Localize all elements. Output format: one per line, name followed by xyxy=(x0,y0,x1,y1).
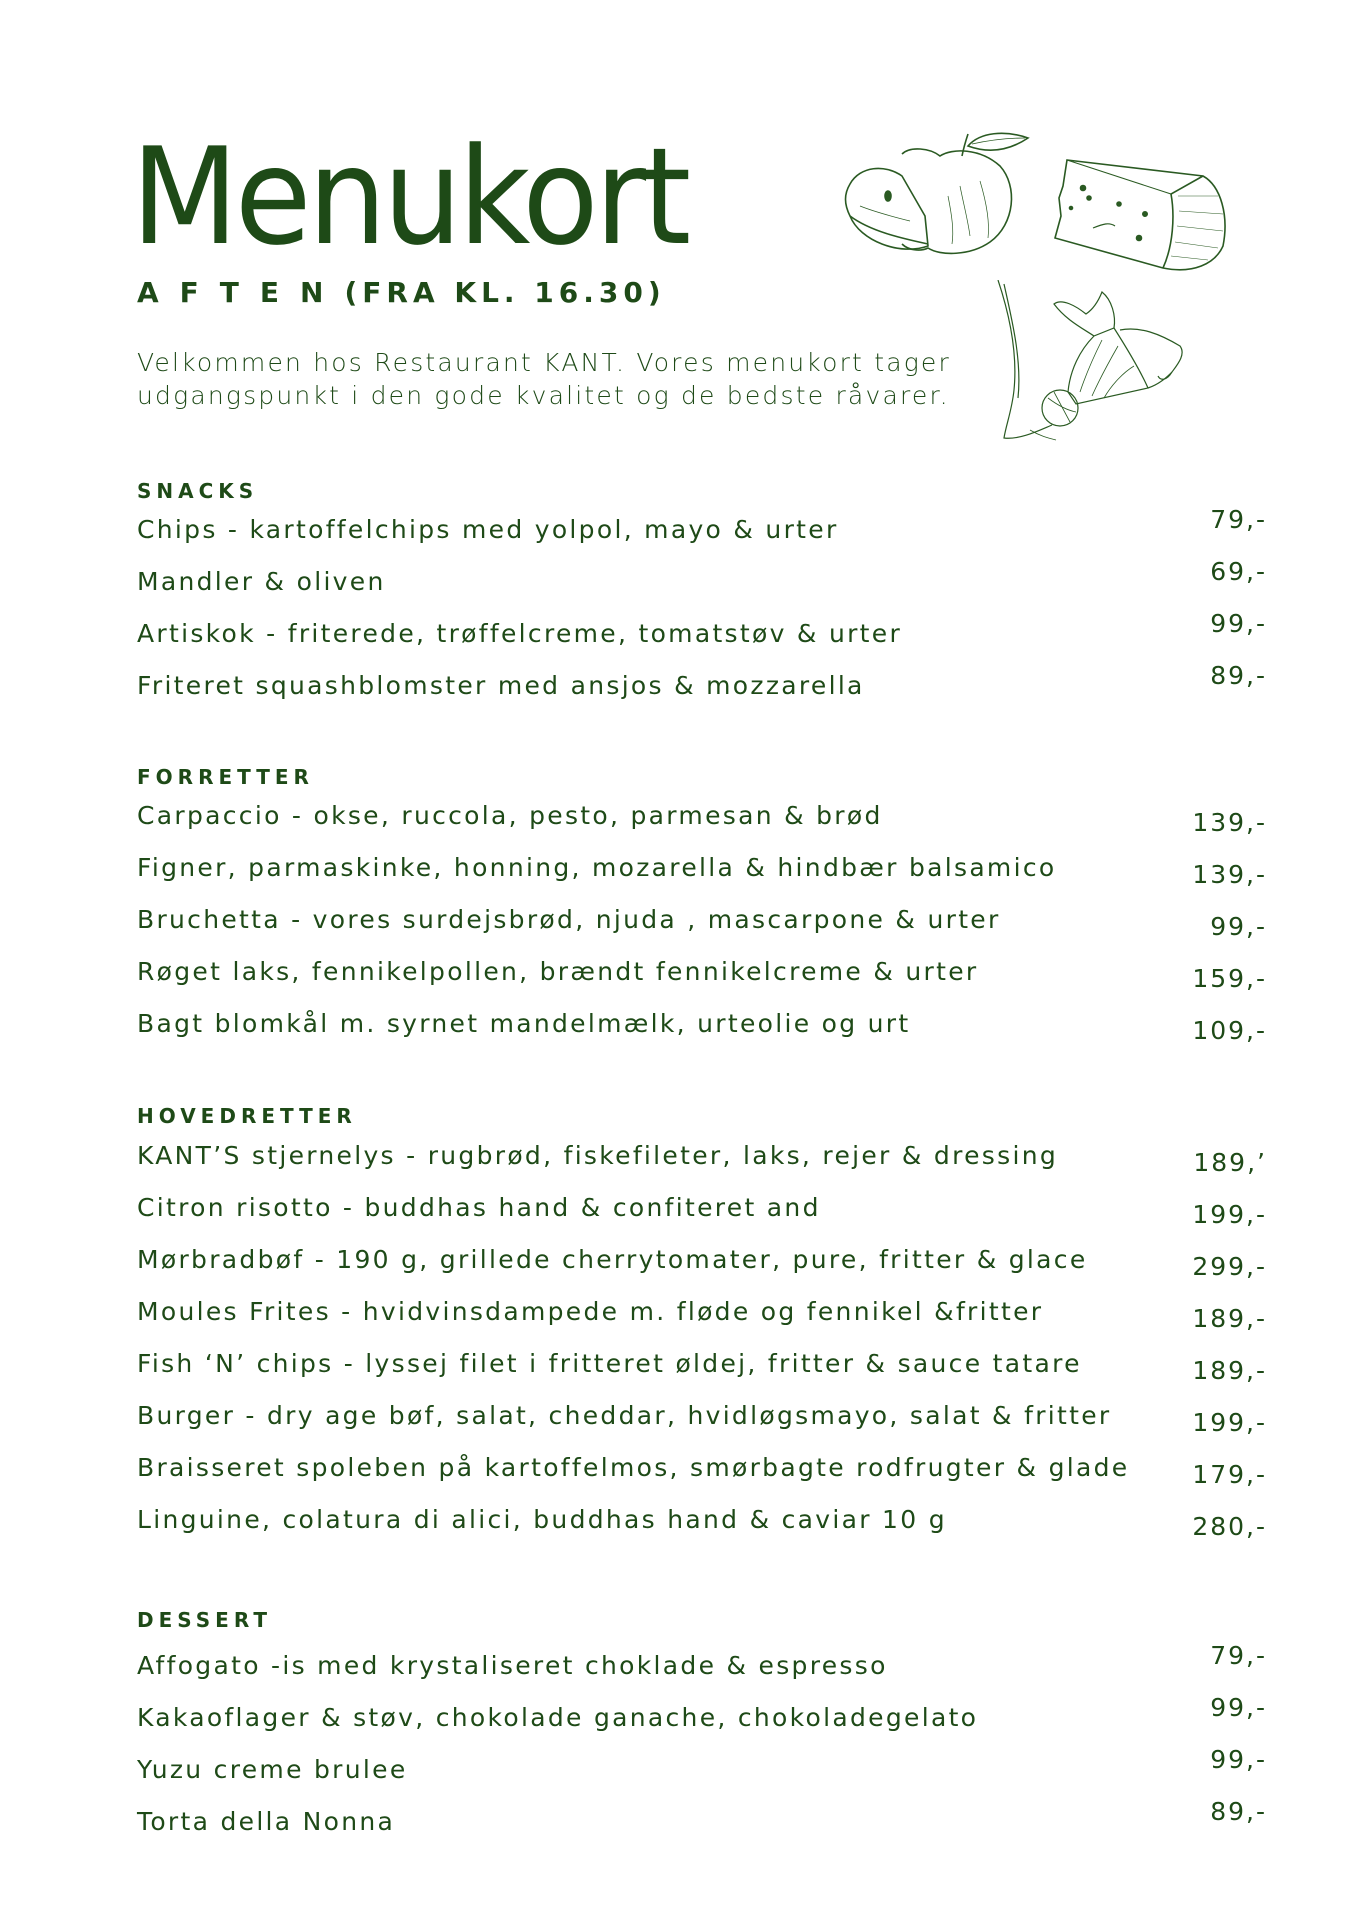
menu-item xyxy=(137,1745,1267,1794)
menu-item xyxy=(137,852,1267,892)
item-name: Bagt blomkål m. syrnet mandelmælk, urteolie og urt xyxy=(137,1009,911,1038)
item-name: Citron risotto - buddhas hand & confiteret and xyxy=(137,1193,821,1222)
item-name: Bruchetta - vores surdejsbrød, njuda , mascarpone & urter xyxy=(137,905,1001,934)
item-price: 139,- xyxy=(1192,860,1267,889)
item-name: Fish ‘N’ chips - lyssej filet i fritteret øldej, fritter & sauce tatare xyxy=(137,1349,1082,1378)
item-name: Kakaoflager & støv, chokolade ganache, chokoladegelato xyxy=(137,1703,979,1732)
item-price: 280,- xyxy=(1192,1512,1267,1541)
food-illustrations xyxy=(840,120,1250,450)
section-heading-snacks: SNACKS xyxy=(137,479,259,503)
item-name: Røget laks, fennikelpollen, brændt fennikelcreme & urter xyxy=(137,957,979,986)
item-name: Chips - kartoffelchips med yolpol, mayo & urter xyxy=(137,515,839,544)
item-price: 89,- xyxy=(1210,661,1267,690)
menu-item xyxy=(137,1641,1267,1690)
menu-item xyxy=(137,1192,1267,1232)
item-name: Linguine, colatura di alici, buddhas hand & caviar 10 g xyxy=(137,1505,947,1534)
item-price: 189,- xyxy=(1192,1356,1267,1385)
item-name: Mandler & oliven xyxy=(137,567,386,596)
menu-item xyxy=(137,1140,1267,1180)
menu-item xyxy=(137,609,1267,658)
item-price: 99,- xyxy=(1210,912,1267,941)
item-name: Mørbradbøf - 190 g, grillede cherrytomater, pure, fritter & glace xyxy=(137,1245,1088,1274)
squash-blossom-icon xyxy=(990,280,1200,450)
cheese-icon xyxy=(1053,156,1233,276)
apple-icon xyxy=(840,126,1045,256)
menu-item xyxy=(137,1693,1267,1742)
menu-item xyxy=(137,557,1267,606)
item-price: 199,- xyxy=(1192,1408,1267,1437)
item-price: 79,- xyxy=(1210,1641,1267,1670)
menu-item xyxy=(137,505,1267,554)
menu-item xyxy=(137,1400,1267,1440)
item-name: Yuzu creme brulee xyxy=(137,1755,408,1784)
item-price: 99,- xyxy=(1210,1693,1267,1722)
item-price: 109,- xyxy=(1192,1016,1267,1045)
section-heading-hovedretter: HOVEDRETTER xyxy=(137,1104,357,1128)
item-name: Burger - dry age bøf, salat, cheddar, hvidløgsmayo, salat & fritter xyxy=(137,1401,1112,1430)
item-name: Carpaccio - okse, ruccola, pesto, parmesan & brød xyxy=(137,801,883,830)
section-heading-dessert: DESSERT xyxy=(137,1608,272,1632)
page-title: Menukort xyxy=(131,119,688,275)
menu-item xyxy=(137,661,1267,710)
item-price: 189,’ xyxy=(1193,1148,1267,1177)
menu-item xyxy=(137,1504,1267,1544)
item-name: Torta della Nonna xyxy=(137,1807,396,1836)
subtitle-time: (FRA KL. 16.30) xyxy=(344,276,666,309)
item-name: Friteret squashblomster med ansjos & mozzarella xyxy=(137,671,865,700)
menu-item xyxy=(137,956,1267,996)
item-name: Moules Frites - hvidvinsdampede m. fløde og fennikel &fritter xyxy=(137,1297,1044,1326)
item-name: Figner, parmaskinke, honning, mozarella & hindbær balsamico xyxy=(137,853,1057,882)
menu-item xyxy=(137,1244,1267,1284)
item-price: 189,- xyxy=(1192,1304,1267,1333)
subtitle-aften: AFTEN xyxy=(137,276,345,309)
menu-item xyxy=(137,1797,1267,1846)
menu-subtitle xyxy=(137,276,666,309)
menu-item xyxy=(137,800,1267,840)
item-name: KANT’S stjernelys - rugbrød, fiskefileter, laks, rejer & dressing xyxy=(137,1141,1059,1170)
item-price: 89,- xyxy=(1210,1797,1267,1826)
menu-item xyxy=(137,904,1267,944)
intro-line-2: udgangspunkt i den gode kvalitet og de bedste råvarer. xyxy=(137,381,950,410)
item-price: 79,- xyxy=(1210,505,1267,534)
item-price: 299,- xyxy=(1192,1252,1267,1281)
item-price: 159,- xyxy=(1192,964,1267,993)
item-name: Affogato -is med krystaliseret choklade & espresso xyxy=(137,1651,888,1680)
item-price: 199,- xyxy=(1192,1200,1267,1229)
item-price: 69,- xyxy=(1210,557,1267,586)
item-name: Artiskok - friterede, trøffelcreme, tomatstøv & urter xyxy=(137,619,903,648)
section-heading-forretter: FORRETTER xyxy=(137,765,314,789)
menu-item xyxy=(137,1452,1267,1492)
menu-item xyxy=(137,1348,1267,1388)
item-name: Braisseret spoleben på kartoffelmos, smørbagte rodfrugter & glade xyxy=(137,1453,1130,1482)
item-price: 179,- xyxy=(1192,1460,1267,1489)
item-price: 99,- xyxy=(1210,609,1267,638)
item-price: 139,- xyxy=(1192,808,1267,837)
menu-item xyxy=(137,1296,1267,1336)
item-price: 99,- xyxy=(1210,1745,1267,1774)
intro-line-1: Velkommen hos Restaurant KANT. Vores menukort tager xyxy=(137,348,951,377)
menu-item xyxy=(137,1008,1267,1048)
